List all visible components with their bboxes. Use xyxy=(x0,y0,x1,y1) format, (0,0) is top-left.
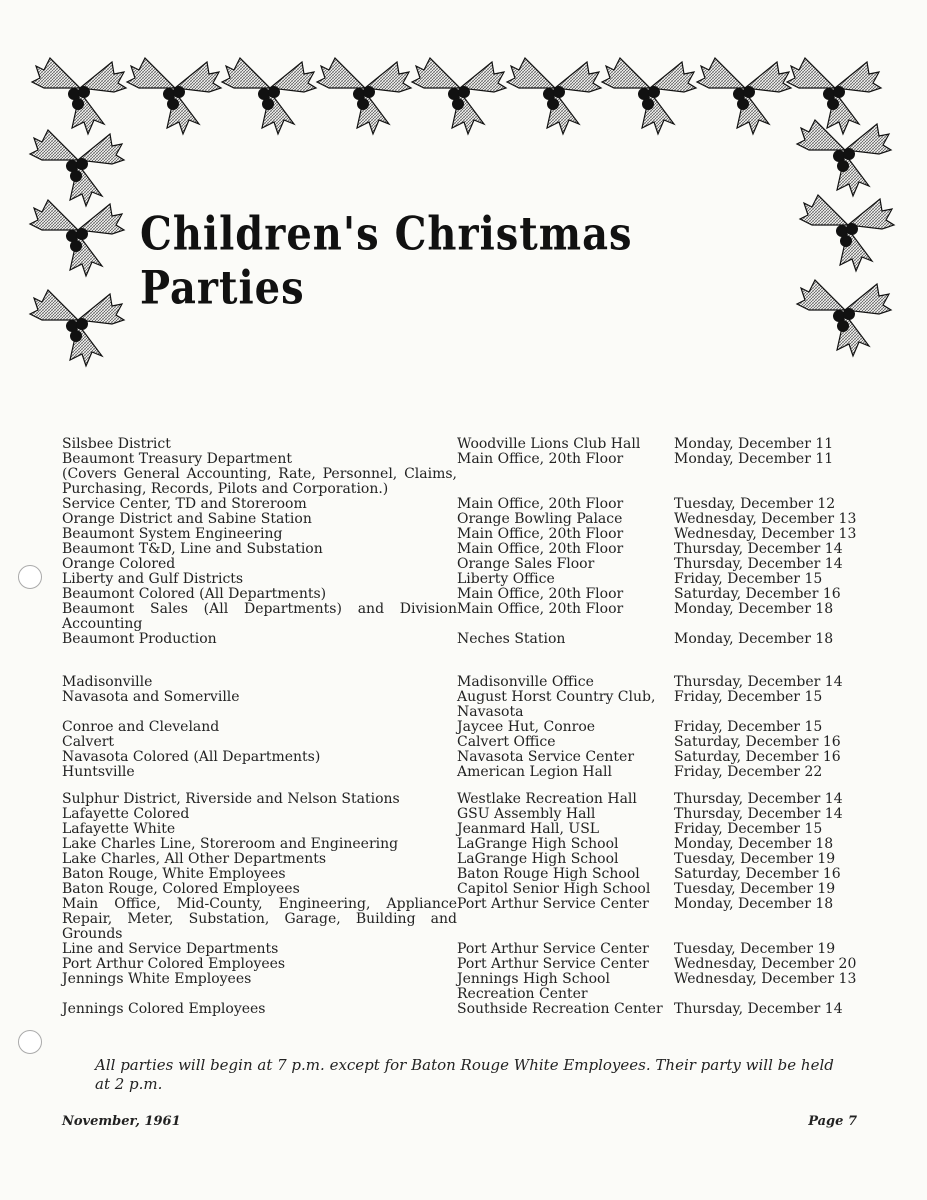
party-date: Wednesday, December 13 xyxy=(674,511,857,527)
party-location: Jennings High School Recreation Center xyxy=(457,971,610,1002)
group-name: Lafayette White xyxy=(62,821,176,837)
party-location: Neches Station xyxy=(457,631,566,647)
party-date: Monday, December 18 xyxy=(674,896,834,912)
schedule-row xyxy=(62,897,862,942)
party-date: Wednesday, December 13 xyxy=(674,971,857,987)
party-location: GSU Assembly Hall xyxy=(457,806,596,822)
schedule-row xyxy=(62,807,862,822)
party-date: Thursday, December 14 xyxy=(674,1001,843,1017)
group-name: Lafayette Colored xyxy=(62,806,190,822)
party-location: American Legion Hall xyxy=(457,764,612,780)
group-name: Beaumont Production xyxy=(62,631,217,647)
schedule-row xyxy=(62,632,862,647)
party-date: Thursday, December 14 xyxy=(674,541,843,557)
schedule-row xyxy=(62,690,862,720)
group-name: Orange Colored xyxy=(62,556,176,572)
schedule-row xyxy=(62,765,862,780)
schedule-row xyxy=(62,527,862,542)
issue-date: November, 1961 xyxy=(62,1114,181,1129)
schedule-row xyxy=(62,467,862,497)
party-date xyxy=(674,467,862,497)
party-date: Saturday, December 16 xyxy=(674,586,841,602)
holly-decoration xyxy=(28,280,128,370)
group-name: Baton Rouge, White Employees xyxy=(62,866,286,882)
party-date: Monday, December 11 xyxy=(674,436,834,452)
party-location: Main Office, 20th Floor xyxy=(457,586,624,602)
party-date: Monday, December 11 xyxy=(674,451,834,467)
group-name: Navasota and Somerville xyxy=(62,689,240,705)
group-name: Jennings Colored Employees xyxy=(62,1001,266,1017)
group-name: Madisonville xyxy=(62,674,153,690)
party-date: Monday, December 18 xyxy=(674,836,834,852)
schedule-row xyxy=(62,572,862,587)
binder-hole xyxy=(18,1030,42,1054)
party-date: Wednesday, December 20 xyxy=(674,956,857,972)
party-location: Jeanmard Hall, USL xyxy=(457,821,600,837)
holly-decoration xyxy=(220,48,320,138)
schedule-row xyxy=(62,735,862,750)
schedule-row xyxy=(62,587,862,602)
schedule-row xyxy=(62,452,862,467)
group-name: Huntsville xyxy=(62,764,135,780)
group-name: Beaumont Sales (All Departments) and Division Accounting xyxy=(62,601,457,632)
schedule-row xyxy=(62,792,862,807)
group-name: Beaumont Colored (All Departments) xyxy=(62,586,327,602)
group-name: Line and Service Departments xyxy=(62,941,279,957)
party-location: Woodville Lions Club Hall xyxy=(457,436,641,452)
party-date: Thursday, December 14 xyxy=(674,556,843,572)
group-name: Sulphur District, Riverside and Nelson Stations xyxy=(62,791,400,807)
party-date: Saturday, December 16 xyxy=(674,734,841,750)
schedule-row xyxy=(62,822,862,837)
party-date: Thursday, December 14 xyxy=(674,674,843,690)
group-name: Jennings White Employees xyxy=(62,971,252,987)
schedule-row xyxy=(62,837,862,852)
group-name: Beaumont System Engineering xyxy=(62,526,283,542)
group-name: Liberty and Gulf Districts xyxy=(62,571,244,587)
party-date: Wednesday, December 13 xyxy=(674,526,857,542)
party-date: Saturday, December 16 xyxy=(674,749,841,765)
party-location: LaGrange High School xyxy=(457,851,619,867)
holly-decoration xyxy=(795,270,895,360)
party-location: Port Arthur Service Center xyxy=(457,956,649,972)
group-name: Calvert xyxy=(62,734,115,750)
group-name: Lake Charles, All Other Departments xyxy=(62,851,327,867)
party-date: Friday, December 15 xyxy=(674,571,823,587)
party-date: Tuesday, December 19 xyxy=(674,881,836,897)
holly-decoration xyxy=(28,190,128,280)
binder-hole xyxy=(18,565,42,589)
holly-decoration xyxy=(798,185,898,275)
party-location: Capitol Senior High School xyxy=(457,881,651,897)
party-date: Monday, December 18 xyxy=(674,601,834,617)
party-date: Tuesday, December 19 xyxy=(674,941,836,957)
holly-decoration xyxy=(125,48,225,138)
party-location: Port Arthur Service Center xyxy=(457,941,649,957)
party-location: Main Office, 20th Floor xyxy=(457,496,624,512)
group-name: Main Office, Mid-County, Engineering, Appliance Repair, Meter, Substation, Garage, Building and Grounds xyxy=(62,896,457,942)
party-location: August Horst Country Club, Navasota xyxy=(457,689,656,720)
holly-decoration xyxy=(695,48,795,138)
schedule-row xyxy=(62,720,862,735)
party-location: Main Office, 20th Floor xyxy=(457,541,624,557)
party-location xyxy=(457,467,674,497)
schedule-group xyxy=(62,792,862,1017)
party-location: Navasota Service Center xyxy=(457,749,635,765)
schedule-row xyxy=(62,512,862,527)
party-location: Baton Rouge High School xyxy=(457,866,640,882)
group-name: Navasota Colored (All Departments) xyxy=(62,749,321,765)
group-name: Beaumont T&D, Line and Substation xyxy=(62,541,323,557)
party-location: Orange Sales Floor xyxy=(457,556,595,572)
schedule-row xyxy=(62,867,862,882)
party-location: Calvert Office xyxy=(457,734,556,750)
schedule-row xyxy=(62,602,862,632)
schedule-row xyxy=(62,942,862,957)
party-date: Friday, December 15 xyxy=(674,719,823,735)
party-location: LaGrange High School xyxy=(457,836,619,852)
page-title: Children's Christmas Parties xyxy=(140,206,633,316)
schedule-row xyxy=(62,542,862,557)
party-location: Main Office, 20th Floor xyxy=(457,526,624,542)
party-date: Saturday, December 16 xyxy=(674,866,841,882)
schedule-group xyxy=(62,675,862,780)
schedule-row xyxy=(62,750,862,765)
group-name: Silsbee District xyxy=(62,436,171,452)
schedule-row xyxy=(62,437,862,452)
party-date: Friday, December 15 xyxy=(674,689,823,705)
party-location: Westlake Recreation Hall xyxy=(457,791,637,807)
party-location: Port Arthur Service Center xyxy=(457,896,649,912)
schedule-group xyxy=(62,437,862,647)
party-location: Orange Bowling Palace xyxy=(457,511,623,527)
party-date: Tuesday, December 12 xyxy=(674,496,836,512)
holly-decoration xyxy=(505,48,605,138)
schedule-row xyxy=(62,675,862,690)
holly-decoration xyxy=(600,48,700,138)
party-location: Main Office, 20th Floor xyxy=(457,601,624,617)
group-name: Port Arthur Colored Employees xyxy=(62,956,286,972)
party-location: Madisonville Office xyxy=(457,674,594,690)
time-note: All parties will begin at 7 p.m. except for Baton Rouge White Employees. Their party will be held at 2 p.m. xyxy=(95,1056,834,1093)
group-name: Lake Charles Line, Storeroom and Engineering xyxy=(62,836,399,852)
party-date: Thursday, December 14 xyxy=(674,791,843,807)
party-location: Jaycee Hut, Conroe xyxy=(457,719,596,735)
holly-decoration xyxy=(410,48,510,138)
schedule-row xyxy=(62,957,862,972)
schedule-row xyxy=(62,1002,862,1017)
schedule-row xyxy=(62,882,862,897)
group-name: Conroe and Cleveland xyxy=(62,719,220,735)
schedule-row xyxy=(62,497,862,512)
page-number: Page 7 xyxy=(808,1114,857,1129)
party-date: Monday, December 18 xyxy=(674,631,834,647)
group-name: Beaumont Treasury Department xyxy=(62,451,292,467)
party-location: Southside Recreation Center xyxy=(457,1001,663,1017)
party-date: Friday, December 15 xyxy=(674,821,823,837)
party-date: Thursday, December 14 xyxy=(674,806,843,822)
holly-decoration xyxy=(315,48,415,138)
party-date: Friday, December 22 xyxy=(674,764,823,780)
group-name: Service Center, TD and Storeroom xyxy=(62,496,307,512)
schedule-row xyxy=(62,557,862,572)
group-name: (Covers General Accounting, Rate, Personnel, Claims, Purchasing, Records, Pilots and Corporation.) xyxy=(62,466,457,497)
schedule-row xyxy=(62,852,862,867)
party-location: Main Office, 20th Floor xyxy=(457,451,624,467)
group-name: Baton Rouge, Colored Employees xyxy=(62,881,300,897)
party-date: Tuesday, December 19 xyxy=(674,851,836,867)
group-name: Orange District and Sabine Station xyxy=(62,511,312,527)
party-location: Liberty Office xyxy=(457,571,555,587)
schedule-row xyxy=(62,972,862,1002)
